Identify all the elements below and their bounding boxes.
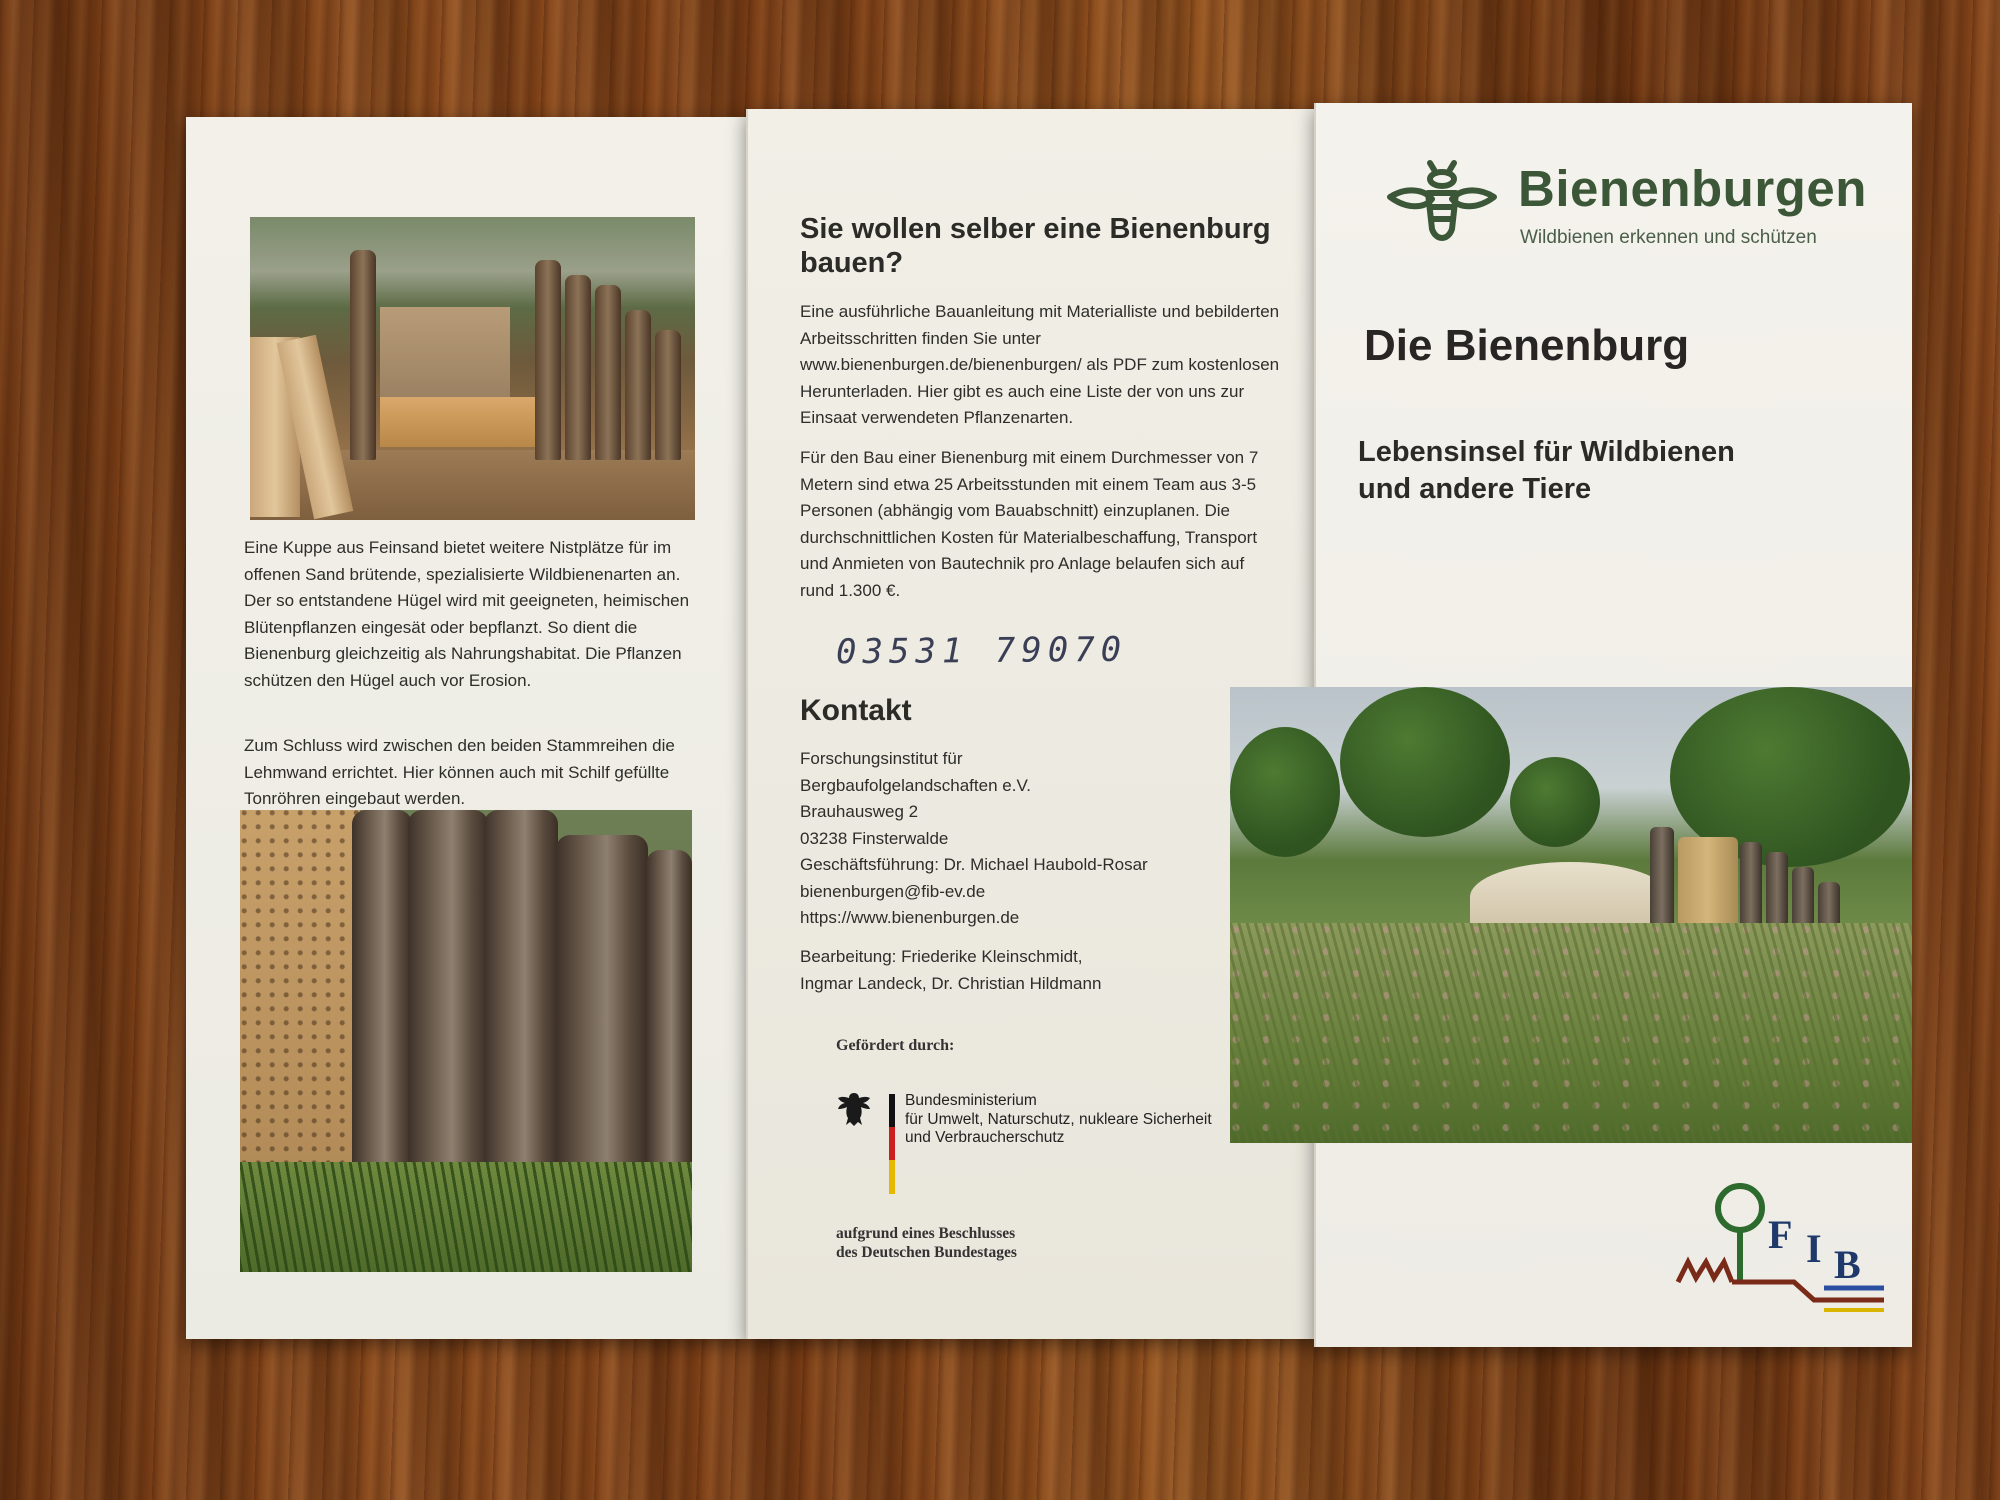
construction-photo	[250, 217, 695, 520]
editors-line: Ingmar Landeck, Dr. Christian Hildmann	[800, 973, 1102, 993]
build-heading: Sie wollen selber eine Bienenburg bauen?	[800, 213, 1271, 279]
panel-cover	[1314, 103, 1912, 1347]
fib-letter-i: I	[1806, 1226, 1822, 1271]
photo-tree	[1510, 757, 1600, 847]
cover-subtitle	[1358, 434, 1878, 508]
photo-post	[565, 275, 591, 460]
photo-post	[350, 250, 376, 460]
photo-post	[595, 285, 621, 460]
left-paragraph-1: Eine Kuppe aus Feinsand bietet weitere Nistplätze für im offenen Sand brütende, spezialisierte Wildbienenarten an. Der so entstandene Hügel wird mit geeigneten, heimischen Blütenpflanzen eingesät oder bepflanzt. So dient die Bienenburg gleichzeitig als Nahrungshabitat. Die Pflanzen schützen den Hügel auch vor Erosion.	[244, 538, 690, 690]
subtitle-line: Lebensinsel für Wildbienen	[1358, 436, 1735, 468]
bundestag-note	[836, 1224, 1017, 1262]
bee-castle-photo	[1230, 687, 1912, 1143]
ministry-line: und Verbraucherschutz	[905, 1129, 1065, 1146]
handwritten-phone-number: 03531 79070	[835, 629, 1128, 673]
fib-letter-b: B	[1834, 1242, 1861, 1287]
photo-post	[655, 330, 681, 460]
cover-title: Die Bienenburg	[1364, 321, 1690, 370]
bundestag-line: aufgrund eines Beschlusses	[836, 1225, 1016, 1242]
ministry-line: Bundesministerium	[905, 1092, 1037, 1109]
photo-tree	[1230, 727, 1340, 857]
left-paragraph-2: Zum Schluss wird zwischen den beiden Stammreihen die Lehmwand errichtet. Hier können auch mit Schilf gefüllte Tonröhren eingebaut werden.	[244, 736, 675, 808]
contact-line: 03238 Finsterwalde	[800, 828, 949, 848]
build-paragraph-1: Eine ausführliche Bauanleitung mit Materialliste und bebilderten Arbeitsschritten finden Sie unter www.bienenburgen.de/bienenburgen/ als PDF zum kostenlosen Herunterladen. Hier gibt es auch eine Liste der von uns zur Einsaat verwendeten Pflanzenarten.	[800, 302, 1280, 427]
contact-email: bienenburgen@fib-ev.de	[800, 881, 986, 901]
bee-icon	[1386, 153, 1498, 253]
ministry-line: für Umwelt, Naturschutz, nukleare Sicherheit	[905, 1110, 1212, 1128]
photo-grass	[240, 1162, 692, 1272]
subtitle-line: und andere Tiere	[1358, 473, 1592, 505]
contact-website: https://www.bienenburgen.de	[800, 908, 1020, 927]
contact-line: Forschungsinstitut für	[800, 749, 963, 768]
photo-crate	[380, 397, 540, 447]
ministry-name	[905, 1092, 1212, 1148]
photo-post	[625, 310, 651, 460]
photo-tree	[1340, 687, 1510, 837]
loam-wall-photo	[240, 810, 692, 1272]
panel-left	[186, 117, 746, 1339]
fib-logo	[1674, 1178, 1884, 1318]
german-flag-bar	[889, 1094, 895, 1194]
contact-line: Brauhausweg 2	[800, 802, 919, 821]
contact-line: Bergbaufolgelandschaften e.V.	[800, 775, 1031, 795]
photo-crate	[380, 307, 510, 397]
build-paragraph-2: Für den Bau einer Bienenburg mit einem Durchmesser von 7 Metern sind etwa 25 Arbeitsstunden mit einem Team aus 3-5 Personen (abhängig vom Bauabschnitt) einzuplanen. Die durchschnittlichen Kosten für Materialbeschaffung, Transport und Anmieten von Bautechnik pro Anlage belaufen sich auf rund 1.300 €.	[800, 448, 1259, 600]
fib-letter-f: F	[1768, 1212, 1793, 1257]
funded-by-label: Gefördert durch:	[836, 1037, 955, 1054]
bundestag-line: des Deutschen Bundestages	[836, 1244, 1017, 1261]
federal-eagle-icon	[834, 1089, 874, 1129]
brand-tagline: Wildbienen erkennen und schützen	[1520, 227, 1817, 248]
photo-sand-mound	[1470, 862, 1670, 932]
editors-line: Bearbeitung: Friederike Kleinschmidt,	[800, 947, 1083, 966]
photo-meadow	[1230, 923, 1912, 1143]
brand-name: Bienenburgen	[1518, 160, 1867, 217]
photo-post	[535, 260, 561, 460]
contact-title: Kontakt	[800, 694, 912, 727]
contact-line: Geschäftsführung: Dr. Michael Haubold-Rosar	[800, 855, 1148, 874]
contact-block	[800, 746, 1280, 932]
editors-block	[800, 944, 1280, 997]
brochure	[186, 103, 1922, 1351]
